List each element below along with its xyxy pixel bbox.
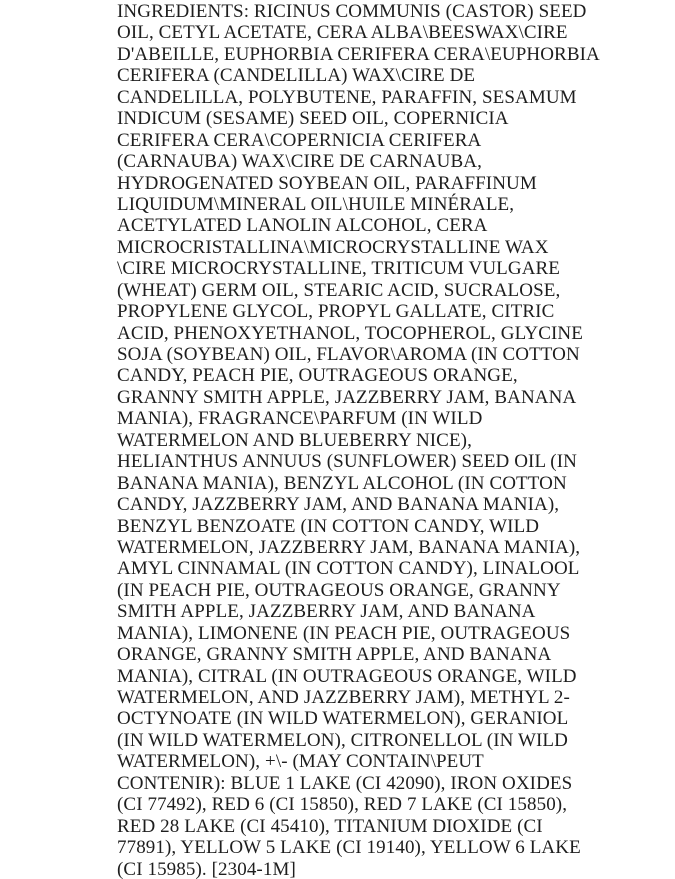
ingredients-text-line: RED 28 LAKE (CI 45410), TITANIUM DIOXIDE (CI: [117, 815, 543, 837]
ingredients-text-block: [117, 1, 600, 879]
ingredients-text-line: ACETYLATED LANOLIN ALCOHOL, CERA: [117, 215, 488, 237]
ingredients-text-line: MICROCRISTALLINA\MICROCRYSTALLINE WAX: [117, 236, 549, 258]
ingredients-text-line: CANDELILLA, POLYBUTENE, PARAFFIN, SESAMUM: [117, 86, 577, 108]
ingredients-text-line: WATERMELON), +\- (MAY CONTAIN\PEUT: [117, 751, 484, 773]
ingredients-text-line: \CIRE MICROCRYSTALLINE, TRITICUM VULGARE: [117, 258, 561, 280]
ingredients-text-line: SMITH APPLE, JAZZBERRY JAM, AND BANANA: [117, 601, 536, 623]
ingredients-text-line: WATERMELON, AND JAZZBERRY JAM), METHYL 2-: [117, 687, 570, 708]
ingredients-text-line: ORANGE, GRANNY SMITH APPLE, AND BANANA: [117, 644, 552, 666]
ingredients-text-line: ACID, PHENOXYETHANOL, TOCOPHEROL, GLYCINE: [117, 322, 583, 344]
ingredients-text-line: (IN PEACH PIE, OUTRAGEOUS ORANGE, GRANNY: [117, 579, 561, 601]
ingredients-text-line: CERIFERA (CANDELILLA) WAX\CIRE DE: [117, 65, 476, 87]
ingredients-text-line: CERIFERA CERA\COPERNICIA CERIFERA: [117, 129, 482, 151]
ingredients-text-line: (CI 15985). [2304-1M]: [117, 858, 296, 879]
ingredients-text-line: CONTENIR): BLUE 1 LAKE (CI 42090), IRON OXIDES: [117, 772, 573, 794]
ingredients-text-line: SOJA (SOYBEAN) OIL, FLAVOR\AROMA (IN COTTON: [117, 344, 580, 365]
ingredients-text-line: BANANA MANIA), BENZYL ALCOHOL (IN COTTON: [117, 472, 567, 494]
ingredients-text-line: CANDY, PEACH PIE, OUTRAGEOUS ORANGE,: [117, 365, 518, 387]
ingredients-text-line: HELIANTHUS ANNUUS (SUNFLOWER) SEED OIL (IN: [117, 451, 577, 473]
ingredients-text-line: BENZYL BENZOATE (IN COTTON CANDY, WILD: [117, 515, 540, 537]
ingredients-text-line: (WHEAT) GERM OIL, STEARIC ACID, SUCRALOSE,: [117, 279, 561, 301]
ingredients-text-line: WATERMELON AND BLUEBERRY NICE),: [117, 429, 472, 451]
ingredients-text-line: MANIA), CITRAL (IN OUTRAGEOUS ORANGE, WILD: [117, 665, 577, 687]
ingredients-text-line: (IN WILD WATERMELON), CITRONELLOL (IN WILD: [117, 729, 568, 751]
ingredients-text-line: INGREDIENTS: RICINUS COMMUNIS (CASTOR) SEED: [117, 1, 587, 22]
ingredients-text-line: OCTYNOATE (IN WILD WATERMELON), GERANIOL: [117, 708, 569, 730]
ingredients-text-line: LIQUIDUM\MINERAL OIL\HUILE MINÉRALE,: [117, 193, 515, 215]
ingredients-text-line: CANDY, JAZZBERRY JAM, AND BANANA MANIA),: [117, 494, 560, 516]
ingredients-text-line: D'ABEILLE, EUPHORBIA CERIFERA CERA\EUPHORBIA: [117, 43, 600, 65]
ingredients-text-line: MANIA), LIMONENE (IN PEACH PIE, OUTRAGEOUS: [117, 622, 571, 644]
ingredients-text-line: HYDROGENATED SOYBEAN OIL, PARAFFINUM: [117, 172, 537, 194]
ingredients-text-line: GRANNY SMITH APPLE, JAZZBERRY JAM, BANANA: [117, 386, 577, 408]
ingredients-text-line: PROPYLENE GLYCOL, PROPYL GALLATE, CITRIC: [117, 301, 555, 323]
ingredients-text-line: (CARNAUBA) WAX\CIRE DE CARNAUBA,: [117, 151, 482, 173]
ingredients-text-line: INDICUM (SESAME) SEED OIL, COPERNICIA: [117, 108, 509, 130]
ingredients-text-line: 77891), YELLOW 5 LAKE (CI 19140), YELLOW 6 LAKE: [117, 837, 581, 859]
ingredients-text-line: (CI 77492), RED 6 (CI 15850), RED 7 LAKE (CI 15850),: [117, 794, 568, 816]
ingredients-text-line: OIL, CETYL ACETATE, CERA ALBA\BEESWAX\CIRE: [117, 22, 568, 44]
ingredients-text-line: WATERMELON, JAZZBERRY JAM, BANANA MANIA),: [117, 536, 581, 558]
ingredients-text-line: AMYL CINNAMAL (IN COTTON CANDY), LINALOOL: [117, 558, 580, 580]
ingredients-text-line: MANIA), FRAGRANCE\PARFUM (IN WILD: [117, 408, 483, 430]
